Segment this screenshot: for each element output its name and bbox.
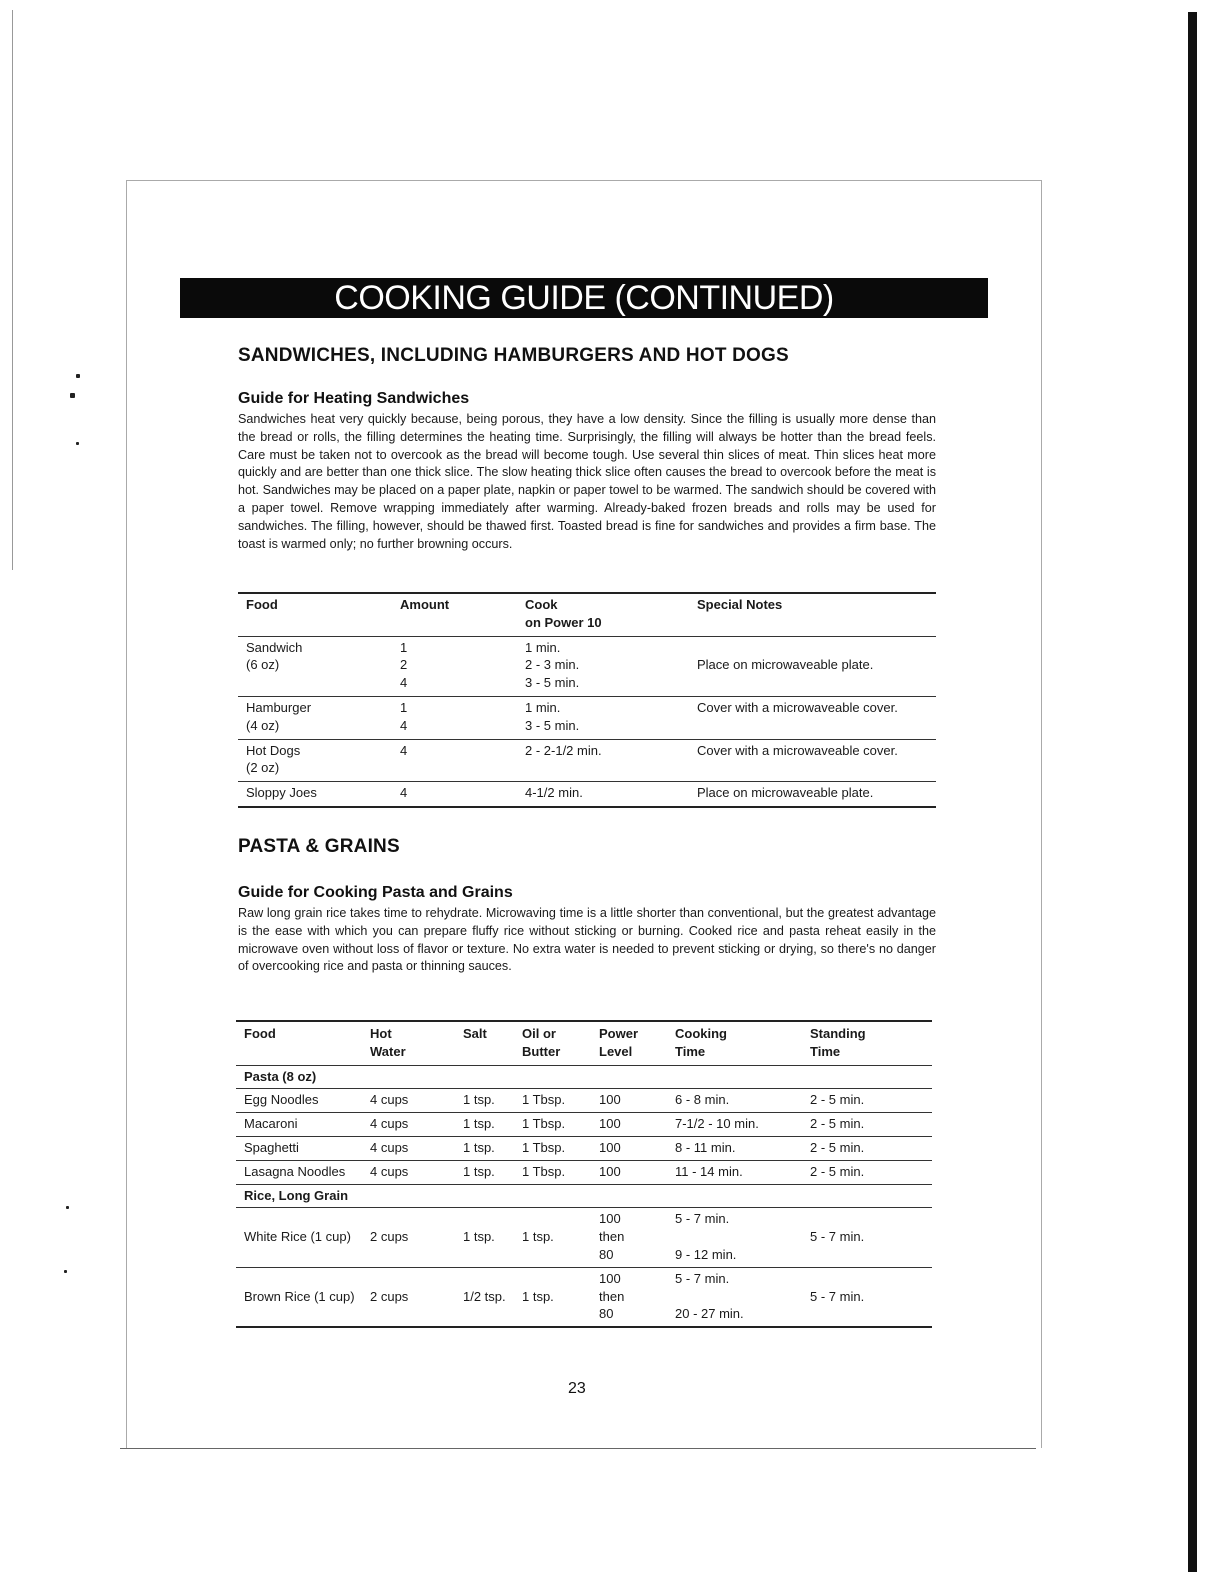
pasta-heading: PASTA & GRAINS [238, 836, 400, 857]
cell-food [238, 636, 392, 696]
cell-oil: 1 tsp. [522, 1288, 554, 1304]
cell-salt: 1 tsp. [455, 1113, 514, 1137]
header-line: Time [810, 1043, 841, 1059]
page-frame-top [126, 180, 1042, 181]
table-row [236, 1160, 932, 1184]
scan-speck [76, 442, 79, 445]
cell-water: 2 cups [362, 1208, 455, 1267]
cell-food: White Rice (1 cup) [236, 1208, 362, 1267]
page-frame-right [1041, 180, 1042, 1448]
cook-time: 3 - 5 min. [525, 717, 580, 733]
cell-food: Macaroni [236, 1113, 362, 1137]
cell-oil: 1 Tbsp. [514, 1136, 591, 1160]
cell-food: Egg Noodles [236, 1089, 362, 1113]
cell-cooking-time: 6 - 8 min. [667, 1089, 802, 1113]
cell-standing-time: 2 - 5 min. [802, 1089, 932, 1113]
food-name: Sandwich [246, 639, 303, 655]
scan-speck [66, 1206, 69, 1209]
cell-notes: Cover with a microwaveable cover. [689, 739, 936, 782]
cell-cooking-time: 7-1/2 - 10 min. [667, 1113, 802, 1137]
scan-speck [76, 374, 80, 378]
cook-time: 2 - 3 min. [525, 657, 580, 673]
page-frame-left [126, 180, 127, 1448]
special-note: Place on microwaveable plate. [697, 657, 874, 673]
cell-salt: 1/2 tsp. [463, 1288, 506, 1304]
header-power-level [591, 1021, 667, 1065]
table-row [238, 739, 936, 782]
header-food: Food [236, 1021, 362, 1065]
header-line: Power [599, 1026, 639, 1041]
table-row [236, 1208, 932, 1267]
sandwich-heating-table [238, 592, 936, 808]
food-name: Hot Dogs [246, 742, 301, 758]
cook-time: 1 min. [525, 699, 561, 715]
header-line: Level [599, 1043, 633, 1059]
cell-food: Lasagna Noodles [236, 1160, 362, 1184]
table-row [236, 1113, 932, 1137]
cook-time: 1 min. [525, 639, 561, 655]
page-number: 23 [568, 1380, 586, 1397]
group-label-rice: Rice, Long Grain [236, 1184, 932, 1208]
cell-standing-time: 2 - 5 min. [802, 1160, 932, 1184]
cell-cooking-time: 8 - 11 min. [667, 1136, 802, 1160]
cell-oil: 1 tsp. [514, 1208, 591, 1267]
cell-oil: 1 Tbsp. [514, 1113, 591, 1137]
food-weight: (2 oz) [246, 760, 280, 776]
amount-value: 4 [400, 717, 408, 733]
header-line: Cooking [675, 1026, 727, 1041]
cell-standing-time: 2 - 5 min. [802, 1136, 932, 1160]
header-cooking-time [667, 1021, 802, 1065]
cell-cooking-time: 11 - 14 min. [667, 1160, 802, 1184]
header-special-notes: Special Notes [689, 593, 936, 636]
sandwiches-heading: SANDWICHES, INCLUDING HAMBURGERS AND HOT DOGS [238, 345, 789, 366]
cell-food: Sloppy Joes [246, 785, 317, 801]
cell-water: 4 cups [362, 1160, 455, 1184]
cell-notes [689, 636, 936, 696]
pasta-paragraph: Raw long grain rice takes time to rehydrate. Microwaving time is a little shorter than conventional, but the greatest advantage is the ease with which you can prepare fluffy rice without sticking or burning. Cooked rice and pasta reheat easily in the microwave oven without loss of flavor or texture. No extra water is needed to prevent sticking or drying, so there's no danger of overcooking rice and pasta or thinning sauces. [238, 906, 936, 974]
cell-salt: 1 tsp. [455, 1136, 514, 1160]
amount-value: 2 [400, 657, 408, 673]
cell-amount: 4 [392, 739, 517, 782]
cell-power [591, 1208, 667, 1267]
cell-oil: 1 Tbsp. [514, 1089, 591, 1113]
cell-standing-time: 5 - 7 min. [810, 1288, 865, 1304]
sandwiches-paragraph: Sandwiches heat very quickly because, being porous, they have a low density. Since the filling is usually more dense than the bread or rolls, the filling determines the heating time. Surprisingly, the filling will always be hotter than the bread feels. Care must be taken not to overcook as the bread will become tough. Use several thin slices of meat. Thin slices heat more quickly and are better than one thick slice. The slow heating thick slice often causes the bread to overcook before the meat is hot. Sandwiches may be placed on a paper plate, napkin or paper towel to be warmed. The sandwich should be covered with a paper towel. Remove wrapping immediately after warming. Already-baked frozen breads and rolls may be used for sandwiches. The filling, however, should be thawed first. Toasted bread is fine for sandwiches and provides a firm base. The toast is warmed only; no further browning occurs. [238, 412, 936, 551]
header-line: Time [675, 1043, 706, 1059]
table-group-row [236, 1065, 932, 1089]
cell-standing-time: 2 - 5 min. [802, 1113, 932, 1137]
cell-water: 4 cups [362, 1113, 455, 1137]
cooking-step: 5 - 7 min. [675, 1211, 730, 1227]
scan-edge-left [12, 10, 13, 570]
cell-cooking-time [667, 1208, 802, 1267]
table-row [236, 1089, 932, 1113]
header-salt: Salt [455, 1021, 514, 1065]
cell-power: 100 [591, 1089, 667, 1113]
page-frame-bottom [120, 1448, 1036, 1449]
header-food: Food [238, 593, 392, 636]
table-row [238, 636, 936, 696]
header-cook-line1: Cook [525, 597, 558, 612]
cell-power: 100 [591, 1160, 667, 1184]
cell-cooking-time [667, 1267, 802, 1327]
power-step: then [599, 1229, 625, 1245]
cell-power: 100 [591, 1113, 667, 1137]
cell-notes: Place on microwaveable plate. [697, 785, 874, 801]
group-label-pasta: Pasta (8 oz) [236, 1065, 932, 1089]
power-step: 80 [599, 1306, 614, 1322]
header-oil-butter [514, 1021, 591, 1065]
sandwiches-subheading: Guide for Heating Sandwiches [238, 390, 470, 407]
amount-value: 1 [400, 699, 408, 715]
cooking-step-spacer [675, 1288, 802, 1306]
power-step: 100 [599, 1211, 621, 1227]
header-hot-water [362, 1021, 455, 1065]
header-line: Water [370, 1043, 406, 1059]
food-weight: (6 oz) [246, 657, 280, 673]
table-row [236, 1136, 932, 1160]
cell-salt: 1 tsp. [455, 1208, 514, 1267]
header-standing-time [802, 1021, 932, 1065]
cooking-step: 5 - 7 min. [675, 1270, 730, 1286]
cell-food: Spaghetti [236, 1136, 362, 1160]
cell-water: 2 cups [370, 1288, 409, 1304]
table-header-row [236, 1021, 932, 1065]
amount-value: 4 [400, 675, 408, 691]
header-amount: Amount [392, 593, 517, 636]
cell-water: 4 cups [362, 1136, 455, 1160]
table-header-row [238, 593, 936, 636]
header-line: Standing [810, 1026, 866, 1041]
cell-salt: 1 tsp. [455, 1089, 514, 1113]
cell-food [238, 739, 392, 782]
cell-notes: Cover with a microwaveable cover. [689, 696, 936, 739]
cell-standing-time: 5 - 7 min. [802, 1208, 932, 1267]
page-title-banner: COOKING GUIDE (CONTINUED) [180, 278, 988, 318]
cooking-step-spacer [675, 1228, 802, 1246]
cook-time: 3 - 5 min. [525, 675, 580, 691]
table-row [238, 782, 936, 807]
pasta-grains-table [236, 1020, 932, 1328]
cell-power: 100 [591, 1136, 667, 1160]
cooking-step: 9 - 12 min. [675, 1246, 737, 1262]
cell-cook: 4-1/2 min. [525, 785, 583, 801]
cell-amount [392, 696, 517, 739]
table-row [236, 1267, 932, 1327]
scan-speck [64, 1270, 67, 1273]
food-weight: (4 oz) [246, 717, 280, 733]
cell-cook: 2 - 2-1/2 min. [517, 739, 689, 782]
cell-water: 4 cups [362, 1089, 455, 1113]
cooking-step: 20 - 27 min. [675, 1306, 744, 1322]
cell-salt: 1 tsp. [455, 1160, 514, 1184]
cell-cook [517, 696, 689, 739]
power-step: 80 [599, 1246, 614, 1262]
cell-food: Brown Rice (1 cup) [244, 1288, 355, 1304]
table-row [238, 696, 936, 739]
cell-cook [517, 636, 689, 696]
cell-oil: 1 Tbsp. [514, 1160, 591, 1184]
scan-speck [70, 393, 75, 398]
header-line: Hot [370, 1026, 392, 1041]
cell-food [238, 696, 392, 739]
cell-amount: 4 [400, 785, 408, 801]
header-line: Butter [522, 1043, 561, 1059]
pasta-subheading: Guide for Cooking Pasta and Grains [238, 884, 513, 901]
amount-value: 1 [400, 639, 408, 655]
cell-amount [392, 636, 517, 696]
header-cook-line2: on Power 10 [525, 614, 602, 630]
scan-edge-right [1188, 12, 1197, 1572]
table-group-row [236, 1184, 932, 1208]
food-name: Hamburger [246, 699, 312, 715]
cell-power [591, 1267, 667, 1327]
header-cook [517, 593, 689, 636]
power-step: 100 [599, 1270, 621, 1286]
header-line: Oil or [522, 1026, 556, 1041]
power-step: then [599, 1288, 625, 1304]
